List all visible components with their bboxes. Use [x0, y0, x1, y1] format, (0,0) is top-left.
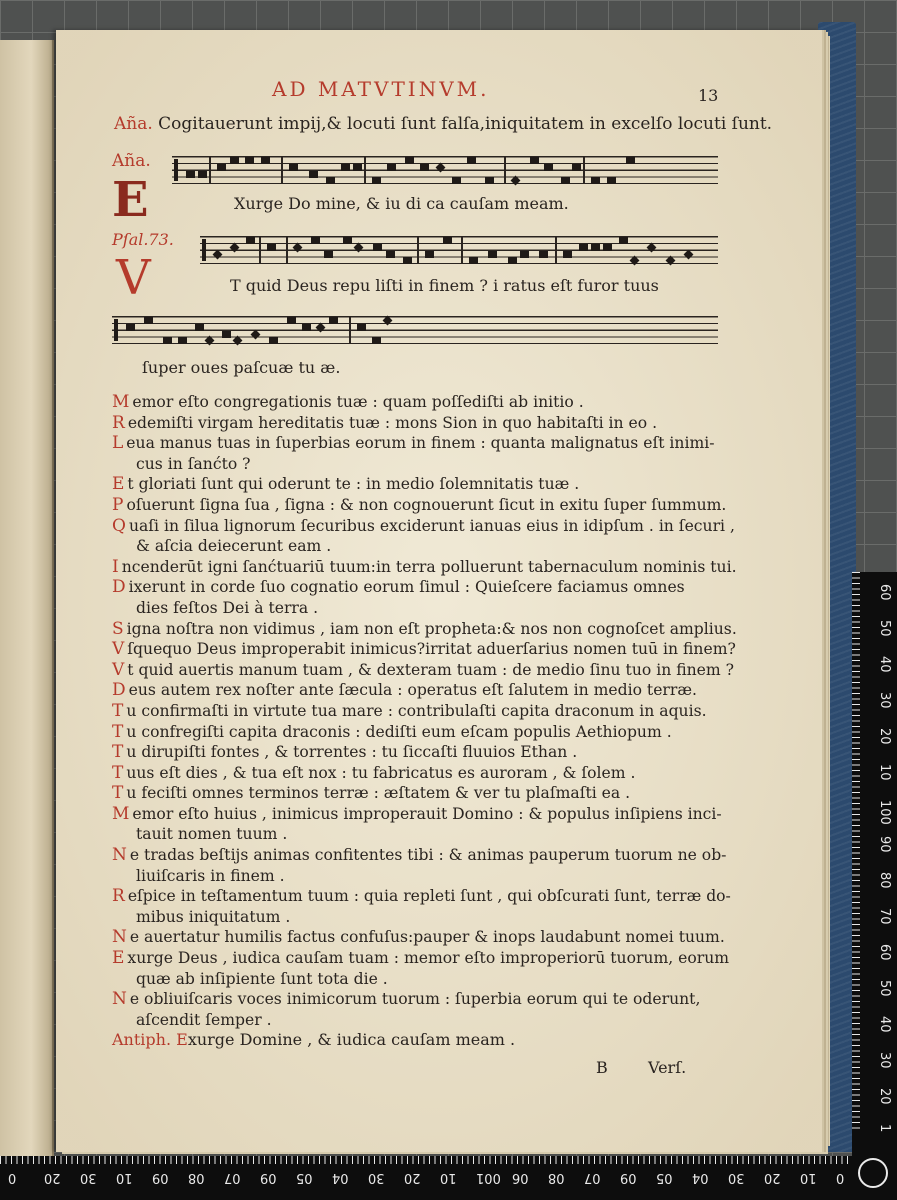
ruler-tick-label: 20 — [877, 1088, 892, 1105]
chant-neume — [488, 251, 497, 258]
ruler-tick-label: 40 — [877, 656, 892, 673]
chant-neume — [386, 251, 395, 258]
chant-neume — [353, 164, 362, 171]
chant-neume — [289, 164, 298, 171]
verse — [112, 948, 730, 989]
music-staff-1 — [172, 156, 718, 186]
chant-initial-v: V — [116, 250, 151, 306]
closing-label: Antiph. — [112, 1030, 172, 1049]
verse — [112, 742, 722, 763]
psalm-verses — [112, 392, 737, 1030]
ruler-tick-label: 07 — [224, 1170, 241, 1185]
chant-clef — [202, 239, 206, 261]
ruler-tick-label: 20 — [877, 728, 892, 745]
verse-initial: T — [112, 721, 124, 742]
verse-text: emor eſto congregationis tuæ : quam poſſediſti ab initio . — [132, 393, 584, 411]
chant-neume — [341, 164, 350, 171]
chant-neume — [469, 257, 478, 264]
closing-antiphon — [112, 1030, 515, 1049]
verse-initial: T — [112, 742, 124, 763]
chant-neume — [195, 324, 204, 331]
verse-text: e tradas beſtijs animas confitentes tibi : & animas pauperum tuorum ne ob- — [129, 846, 727, 865]
chant-neume — [246, 237, 255, 244]
chant-neume — [579, 244, 588, 251]
ruler-tick-label: 09 — [152, 1170, 169, 1185]
verse-text: t gloriati ſunt qui oderunt te : in medio ſolemnitatis tuæ . — [127, 475, 580, 494]
ruler-tick-label: 50 — [877, 620, 892, 637]
chant-neume — [329, 317, 338, 324]
verse-text: t quid auertis manum tuam , & dexteram tuam : de medio ſinu tuo in finem ? — [127, 660, 734, 679]
verse — [112, 577, 722, 618]
psalm-label: Pſal.73. — [112, 230, 174, 249]
chant-bar-line — [286, 236, 288, 264]
chant-neume — [302, 324, 311, 331]
chant-lyric-1: Xurge Do mine, & iu di ca cauſam meam. — [234, 194, 569, 213]
ruler-tick-label: 09 — [260, 1170, 277, 1185]
ruler-tick-label: 70 — [877, 908, 892, 925]
chant-lyric-2: T quid Deus repu liſti in finem ? i ratus eſt furor tuus — [230, 276, 659, 295]
verse-initial: L — [112, 433, 124, 454]
ruler-origin-marker — [858, 1158, 888, 1188]
verse-text: eua manus tuas in ſuperbias eorum in finem : quanta malignatus eſt inimi- — [126, 434, 715, 453]
chant-neume — [405, 157, 414, 164]
page-number: 13 — [698, 86, 719, 105]
chant-neume — [572, 164, 581, 171]
verse-text: ncenderūt igni ſanćtuariū tuum:in terra polluerunt tabernaculum nominis tui. — [121, 557, 737, 576]
ruler-tick-label: 001 — [476, 1170, 501, 1185]
ruler-tick-label: 10 — [440, 1170, 457, 1185]
verse-continuation: & aſcia deiecerunt eam . — [136, 537, 332, 556]
chant-neume — [222, 331, 231, 338]
verse-continuation: mibus iniquitatum . — [136, 907, 291, 926]
verse-initial: T — [112, 762, 124, 783]
verse-initial: D — [112, 577, 126, 598]
verse-initial: M — [112, 392, 130, 412]
verse-initial: R — [112, 886, 125, 907]
signature-mark: B — [596, 1058, 608, 1077]
chant-neume — [539, 251, 548, 258]
ruler-tick-label: 20 — [44, 1170, 61, 1185]
chant-neume — [520, 251, 529, 258]
chant-neume — [245, 157, 254, 164]
closing-initial: E — [176, 1030, 188, 1049]
chant-neume — [619, 237, 628, 244]
measuring-ruler-vertical — [852, 572, 897, 1200]
catchword: Verſ. — [648, 1058, 687, 1077]
verse — [112, 680, 722, 701]
ruler-tick-label: 50 — [877, 980, 892, 997]
verse — [112, 927, 725, 948]
chant-bar-line — [259, 236, 261, 264]
ruler-tick-label: 90 — [877, 836, 892, 853]
facing-page — [0, 40, 54, 1160]
chant-neume — [420, 164, 429, 171]
verse-text: eus autem rex noſter ante ſæcula : operatus eſt ſalutem in medio terræ. — [128, 681, 697, 700]
ruler-tick-label: 04 — [692, 1170, 709, 1185]
verse — [112, 474, 722, 495]
chant-bar-line — [417, 236, 419, 264]
chant-neume — [343, 237, 352, 244]
verse-initial: M — [112, 803, 130, 824]
ruler-tick-label: 40 — [877, 1016, 892, 1033]
chant-lyric-3: ſuper oues paſcuæ tu æ. — [142, 358, 341, 377]
verse-initial: E — [112, 474, 125, 495]
verse-text: u dirupiſti fontes , & torrentes : tu ſiccaſti fluuios Ethan . — [126, 743, 578, 762]
ruler-tick-label: 60 — [877, 944, 892, 961]
ruler-tick-label: 30 — [80, 1170, 97, 1185]
chant-ana-label: Aña. — [112, 151, 151, 171]
chant-neume — [144, 317, 153, 324]
verse-text: emor eſto huius , inimicus improperauit Domino : & populus inſipiens inci- — [132, 804, 722, 823]
verse-text: oſuerunt ſigna ſua , ſigna : & non cognouerunt ſicut in exitu ſuper ſummum. — [126, 495, 727, 514]
chant-neume — [443, 237, 452, 244]
ruler-tick-label: 04 — [332, 1170, 349, 1185]
chant-neume — [261, 157, 270, 164]
chant-neume — [508, 257, 517, 264]
chant-neume — [373, 244, 382, 251]
chant-neume — [603, 244, 612, 251]
chant-neume — [563, 251, 572, 258]
verse — [112, 845, 727, 886]
ruler-tick-label: 08 — [548, 1170, 565, 1185]
verse — [112, 618, 737, 640]
chant-initial-e: E — [112, 172, 149, 228]
chant-bar-line — [555, 236, 557, 264]
ruler-tick-label: 30 — [368, 1170, 385, 1185]
verse-continuation: tauit nomen tuum . — [136, 825, 288, 844]
staff-lines — [200, 236, 718, 264]
chant-neume — [326, 177, 335, 184]
chant-neume — [309, 171, 318, 178]
ruler-tick-label: 0 — [8, 1170, 17, 1185]
antiphon-text: Cogitauerunt impij,& locuti ſunt falſa,iniquitatem in excelſo locuti ſunt. — [158, 114, 773, 134]
verse-continuation: aſcendit ſemper . — [136, 1010, 272, 1029]
verse — [112, 494, 727, 516]
chant-neume — [267, 244, 276, 251]
chant-bar-line — [349, 316, 351, 344]
chant-bar-line — [281, 156, 283, 184]
verse-continuation: liuiſcaris in finem . — [136, 866, 285, 885]
ruler-tick-label: 100 — [877, 800, 892, 825]
ruler-tick-label: 10 — [116, 1170, 133, 1185]
verse — [112, 783, 722, 804]
ruler-tick-label: 06 — [512, 1170, 529, 1185]
ruler-tick-label: 20 — [764, 1170, 781, 1185]
chant-neume — [591, 244, 600, 251]
verse-continuation: quæ ab inſipiente ſunt tota die . — [136, 969, 388, 988]
verse — [112, 804, 722, 845]
chant-clef — [114, 319, 118, 341]
verse-initial: S — [112, 618, 124, 639]
running-head: AD MATVTINVM. — [272, 77, 490, 101]
verse — [112, 413, 722, 434]
verse-text: ixerunt in corde ſuo cognatio eorum ſimul : Quieſcere faciamus omnes — [128, 578, 685, 597]
verse — [112, 886, 731, 927]
chant-bar-line — [583, 156, 585, 184]
verse-text: u confirmaſti in virtute tua mare : contribulaſti capita draconum in aquis. — [126, 701, 707, 720]
verse — [112, 515, 735, 557]
chant-neume — [467, 157, 476, 164]
chant-neume — [357, 324, 366, 331]
chant-neume — [485, 177, 494, 184]
music-staff-2 — [200, 236, 718, 266]
verse — [112, 701, 722, 722]
verse-initial: V — [112, 659, 125, 680]
chant-neume — [561, 177, 570, 184]
ruler-tick-label: 09 — [620, 1170, 637, 1185]
verse-initial: T — [112, 783, 124, 804]
chant-neume — [126, 324, 135, 331]
ruler-tick-label: 80 — [877, 872, 892, 889]
verse-initial: N — [112, 927, 127, 948]
chant-neume — [591, 177, 600, 184]
verse-initial: N — [112, 845, 127, 866]
ruler-tick-label: 08 — [188, 1170, 205, 1185]
verse — [112, 989, 722, 1030]
chant-bar-line — [504, 156, 506, 184]
verse-text: e obliuiſcaris voces inimicorum tuorum : ſuperbia eorum qui te oderunt, — [129, 990, 701, 1009]
verse-text: u confregiſti capita draconis : dediſti eum eſcam populis Aethiopum . — [126, 722, 672, 741]
chant-bar-line — [364, 156, 366, 184]
verse-text: uaſi in ſilua lignorum ſecuribus exciderunt ianuas eius in idipſum . in ſecuri , — [128, 516, 735, 535]
chant-neume — [186, 171, 195, 178]
verse-text: u feciſti omnes terminos terræ : æſtatem & ver tu plaſmaſti ea . — [126, 784, 631, 803]
verse-initial: Q — [112, 515, 126, 536]
ruler-tick-label: 10 — [877, 764, 892, 781]
verse-initial: V — [112, 639, 125, 660]
antiphon-label: Aña. — [114, 114, 153, 134]
ruler-tick-label: 05 — [296, 1170, 313, 1185]
verse-text: edemiſti virgam hereditatis tuæ : mons Sion in quo habitaſti in eo . — [127, 413, 658, 432]
verse-initial: I — [112, 556, 119, 577]
chant-neume — [607, 177, 616, 184]
chant-neume — [230, 157, 239, 164]
verse-continuation: dies feſtos Dei à terra . — [136, 598, 319, 617]
chant-clef — [174, 159, 178, 181]
verse-initial: E — [112, 948, 125, 969]
chant-neume — [372, 337, 381, 344]
verse-text: igna noſtra non vidimus , iam non eſt propheta:& nos non cognoſcet amplius. — [126, 619, 737, 638]
chant-neume — [403, 257, 412, 264]
verse — [112, 722, 722, 743]
ruler-tick-label: 07 — [584, 1170, 601, 1185]
music-staff-3 — [112, 316, 718, 346]
ruler-tick-label: 0 — [836, 1170, 845, 1185]
chant-neume — [324, 251, 333, 258]
chant-neume — [372, 177, 381, 184]
measuring-ruler-horizontal — [0, 1156, 897, 1200]
chant-neume — [387, 164, 396, 171]
chant-neume — [425, 251, 434, 258]
ruler-tick-label: 30 — [877, 1052, 892, 1069]
verse-text: e auertatur humilis factus confuſus:pauper & inops laudabunt nomei tuum. — [129, 928, 725, 947]
ruler-tick-label: 05 — [656, 1170, 673, 1185]
verse-text: eſpice in teſtamentum tuum : quia repleti ſunt , qui obſcurati ſunt, terræ do- — [127, 887, 731, 906]
verse-text: ſquequo Deus improperabit inimicus?irritat aduerſarius nomen tuū in finem? — [127, 640, 736, 659]
ruler-tick-label: 20 — [404, 1170, 421, 1185]
verse-text: uus eſt dies , & tua eſt nox : tu fabricatus es auroram , & ſolem . — [126, 763, 636, 782]
verse — [112, 763, 722, 784]
chant-neume — [178, 337, 187, 344]
ruler-tick-label: 30 — [877, 692, 892, 709]
verse — [112, 433, 722, 474]
verse — [112, 556, 737, 578]
verse-continuation: cus in ſanćto ? — [136, 454, 251, 473]
closing-text: xurge Domine , & iudica cauſam meam . — [187, 1030, 516, 1049]
ruler-tick-label: 30 — [728, 1170, 745, 1185]
chant-neume — [269, 337, 278, 344]
chant-bar-line — [461, 236, 463, 264]
antiphon-intro — [114, 114, 772, 134]
verse — [112, 639, 736, 660]
chant-neume — [626, 157, 635, 164]
chant-neume — [311, 237, 320, 244]
chant-neume — [198, 171, 207, 178]
chant-neume — [530, 157, 539, 164]
verse-initial: T — [112, 700, 124, 721]
verse-initial: R — [112, 412, 125, 433]
verse-initial: N — [112, 989, 127, 1010]
verse — [112, 659, 734, 681]
ruler-tick-label: 60 — [877, 584, 892, 601]
ruler-tick-label: 10 — [800, 1170, 817, 1185]
chant-bar-line — [209, 156, 211, 184]
chant-neume — [287, 317, 296, 324]
verse-initial: P — [112, 494, 124, 515]
chant-neume — [217, 164, 226, 171]
chant-neume — [544, 164, 553, 171]
verse — [112, 392, 722, 413]
verse-initial: D — [112, 680, 126, 701]
chant-neume — [452, 177, 461, 184]
verse-text: xurge Deus , iudica cauſam tuam : memor eſto improperiorū tuorum, eorum — [127, 949, 730, 968]
chant-neume — [163, 337, 172, 344]
